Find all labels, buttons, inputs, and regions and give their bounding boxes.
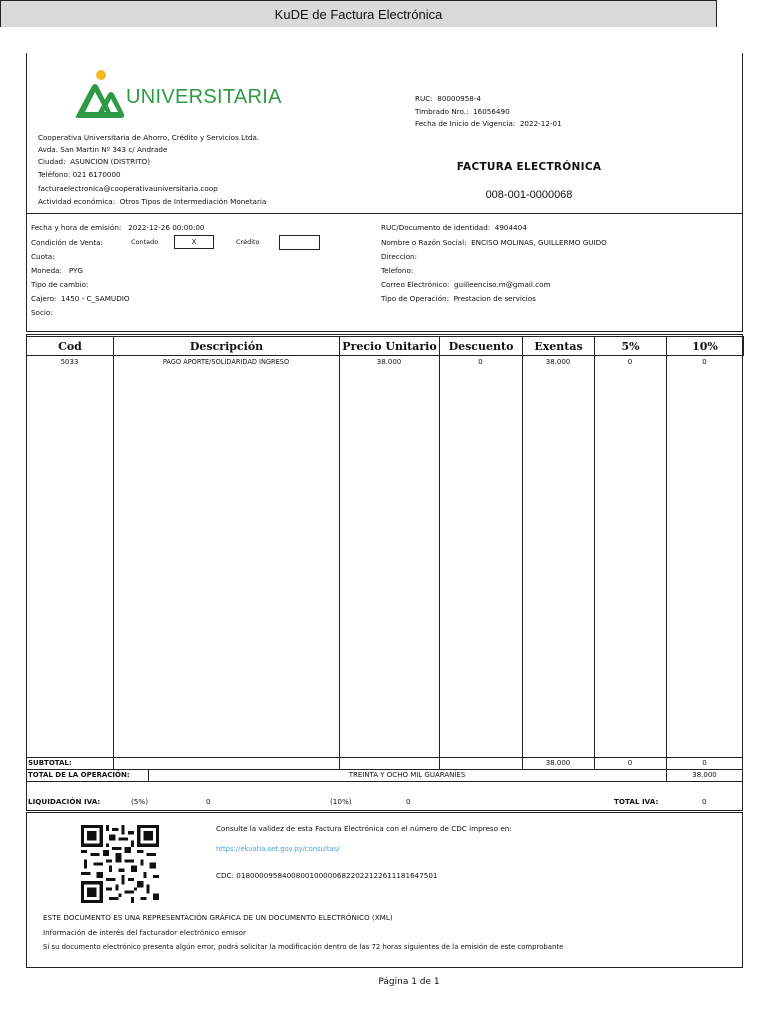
col-cod: Cod bbox=[27, 337, 114, 356]
city-label: Ciudad: bbox=[38, 157, 66, 166]
col-divider bbox=[113, 336, 114, 769]
issuer-address: Avda. San Martin Nº 343 c/ Andrade bbox=[38, 145, 168, 154]
row-cod: 5033 bbox=[60, 358, 79, 366]
correo-value: guilleenciso.m@gmail.com bbox=[453, 280, 551, 289]
company-logo bbox=[62, 62, 282, 126]
issuer-name: Cooperativa Universitaria de Ahorro, Crédito y Servicios Ltda. bbox=[38, 133, 260, 142]
col-divider bbox=[522, 336, 523, 769]
moneda-line bbox=[31, 266, 83, 275]
total-value: 38.000 bbox=[692, 771, 717, 779]
issuer-phone bbox=[38, 170, 121, 179]
correo-label: Correo Electrónico: bbox=[381, 280, 450, 289]
operacion-label: Tipo de Operación: bbox=[381, 294, 450, 303]
col-divider bbox=[594, 336, 595, 769]
issuer-activity bbox=[38, 197, 266, 206]
row-5: 0 bbox=[627, 358, 633, 366]
credito-label: Crédito bbox=[236, 238, 260, 246]
subtotal-10: 0 bbox=[702, 759, 707, 767]
col-divider bbox=[666, 336, 667, 769]
document-header: KuDE de Factura Electrónica bbox=[0, 0, 717, 27]
col-divider bbox=[339, 336, 340, 769]
total-divider bbox=[26, 769, 743, 770]
total-iva-value: 0 bbox=[702, 797, 707, 806]
ruc-value: 80000958-4 bbox=[437, 94, 482, 103]
razon-line bbox=[381, 238, 607, 247]
vigencia-line bbox=[415, 119, 562, 128]
contado-checkbox bbox=[174, 235, 214, 249]
issuer-email: facturaelectronica@cooperativauniversitaria.coop bbox=[38, 184, 218, 193]
subtotal-divider bbox=[26, 757, 743, 758]
timbrado-value: 16056490 bbox=[473, 107, 510, 116]
issuer-city bbox=[38, 157, 150, 166]
activity-label: Actividad económica: bbox=[38, 197, 116, 206]
total-iva-label: TOTAL IVA: bbox=[614, 797, 659, 806]
cuota-label: Cuota: bbox=[31, 252, 55, 261]
col-descripcion: Descripción bbox=[114, 337, 340, 356]
contado-mark: X bbox=[191, 238, 197, 246]
socio-label: Socio: bbox=[31, 308, 53, 317]
total-bottom bbox=[26, 781, 743, 782]
cdc-value: 01800009584008001000006822022122611181647501 bbox=[236, 871, 438, 880]
row-descripcion: PAGO APORTE/SOLIDARIDAD INGRESO bbox=[162, 358, 290, 366]
direccion-label: Direccion: bbox=[381, 252, 418, 261]
table-header-row bbox=[27, 337, 744, 356]
subtotal-exentas: 38.000 bbox=[545, 759, 571, 767]
subtotal-label: SUBTOTAL: bbox=[28, 759, 72, 767]
row-10: 0 bbox=[702, 358, 707, 366]
correo-line bbox=[381, 280, 551, 289]
ruc-doc-line bbox=[381, 223, 527, 232]
ruc-label: RUC: bbox=[415, 94, 433, 103]
cdc-line bbox=[216, 871, 438, 880]
consult-text: Consulte la validez de esta Factura Electrónica con el número de CDC impreso en: bbox=[216, 824, 512, 833]
fecha-line bbox=[31, 223, 205, 232]
cdc-label: CDC: bbox=[216, 871, 234, 880]
liq5-label: (5%) bbox=[131, 797, 149, 806]
razon-label: Nombre o Razón Social: bbox=[381, 238, 467, 247]
document-number: 008-001-0000068 bbox=[485, 189, 573, 201]
col-descuento: Descuento bbox=[440, 337, 523, 356]
col-divider bbox=[439, 336, 440, 769]
total-in-words: TREINTA Y OCHO MIL GUARANÍES bbox=[348, 771, 466, 779]
credito-checkbox bbox=[279, 235, 320, 250]
col-exentas: Exentas bbox=[523, 337, 595, 356]
liq10-value: 0 bbox=[406, 797, 411, 806]
vigencia-value: 2022-12-01 bbox=[519, 119, 562, 128]
phone-label: Teléfono: bbox=[38, 170, 71, 179]
qr-code-icon bbox=[81, 825, 159, 903]
ruc-doc-value: 4904404 bbox=[494, 223, 527, 232]
liq10-label: (10%) bbox=[330, 797, 352, 806]
moneda-value: PYG bbox=[68, 266, 83, 275]
cajero-label: Cajero: bbox=[31, 294, 57, 303]
notice-representation: ESTE DOCUMENTO ES UNA REPRESENTACIÓN GRÁFICA DE UN DOCUMENTO ELECTRÓNICO (XML) bbox=[43, 913, 393, 922]
row-exentas: 38.000 bbox=[545, 358, 571, 366]
subtotal-5: 0 bbox=[627, 759, 633, 767]
fecha-value: 2022-12-26 00:00:00 bbox=[128, 223, 205, 232]
col-precio: Precio Unitario bbox=[340, 337, 440, 356]
cambio-label: Tipo de cambio: bbox=[31, 280, 89, 289]
consult-link[interactable]: https://ekuatia.set.gov.py/consultas/ bbox=[216, 845, 340, 853]
items-table bbox=[26, 336, 744, 356]
phone-value: 021 6170000 bbox=[72, 170, 121, 179]
city-value: ASUNCION (DISTRITO) bbox=[70, 157, 151, 166]
ruc-line bbox=[415, 94, 481, 103]
liquidacion-label: LIQUIDACIÓN IVA: bbox=[28, 797, 101, 806]
items-section bbox=[26, 334, 743, 811]
timbrado-line bbox=[415, 107, 510, 116]
fecha-label: Fecha y hora de emisión: bbox=[31, 223, 122, 232]
row-precio: 38.000 bbox=[376, 358, 402, 366]
ruc-doc-label: RUC/Documento de identidad: bbox=[381, 223, 491, 232]
cajero-value: 1450 - C_SAMUDIO bbox=[61, 294, 130, 303]
row-descuento: 0 bbox=[478, 358, 483, 366]
operacion-line bbox=[381, 294, 536, 303]
timbrado-label: Timbrado Nro.: bbox=[415, 107, 469, 116]
document-type: FACTURA ELECTRÓNICA bbox=[456, 161, 602, 173]
telefono-label: Telefono: bbox=[381, 266, 414, 275]
razon-value: ENCISO MOLINAS, GUILLERMO GUIDO bbox=[471, 238, 607, 247]
universitaria-logo-icon bbox=[68, 66, 128, 126]
moneda-label: Moneda: bbox=[31, 266, 62, 275]
logo-text: UNIVERSITARIA bbox=[126, 86, 282, 108]
vigencia-label: Fecha de Inicio de Vigencia: bbox=[415, 119, 516, 128]
total-label: TOTAL DE LA OPERACIÓN: bbox=[28, 771, 130, 779]
col-10: 10% bbox=[667, 337, 744, 356]
col-5: 5% bbox=[595, 337, 667, 356]
page-number: Página 1 de 1 bbox=[378, 977, 440, 987]
cajero-line bbox=[31, 294, 130, 303]
activity-value: Otros Tipos de Intermediación Monetaria bbox=[119, 197, 267, 206]
condicion-label: Condición de Venta: bbox=[31, 238, 103, 247]
operacion-value: Prestacion de servicios bbox=[453, 294, 536, 303]
notice-info: Información de interés del facturador electrónico emisor bbox=[43, 928, 246, 937]
notice-error: Si su documento electrónico presenta algún error, podrá solicitar la modificación dentro de las 72 horas siguientes de la emisión de este comprobante bbox=[43, 943, 564, 951]
contado-label: Contado bbox=[131, 238, 159, 246]
liq5-value: 0 bbox=[206, 797, 211, 806]
